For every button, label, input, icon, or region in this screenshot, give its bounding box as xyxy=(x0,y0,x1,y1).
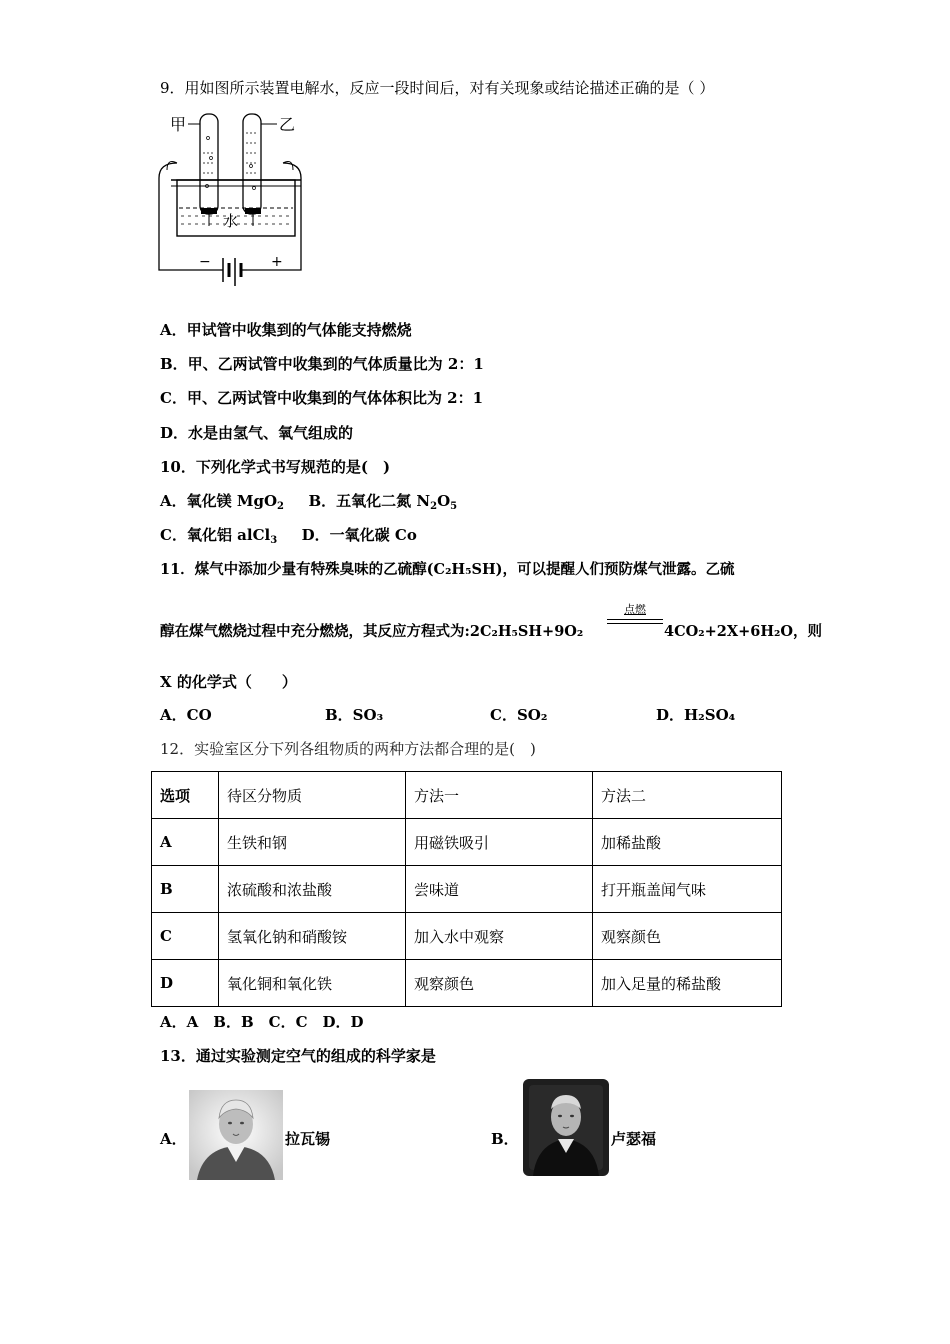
table-row xyxy=(152,960,782,1007)
row-method-1: 尝味道 xyxy=(406,866,593,913)
row-option: C xyxy=(152,913,219,960)
lavoisier-portrait xyxy=(189,1090,283,1180)
q12-stem: 12．实验室区分下列各组物质的两种方法都合理的是( ) xyxy=(160,740,536,758)
header-option: 选项 xyxy=(152,772,219,819)
row-method-2: 加稀盐酸 xyxy=(593,819,782,866)
q13-option-b-name: 卢瑟福 xyxy=(611,1130,657,1148)
q10-option-c: C．氧化铝 alCl$_3$ xyxy=(160,526,278,546)
header-method-2: 方法二 xyxy=(593,772,782,819)
header-substances: 待区分物质 xyxy=(219,772,406,819)
q11-line1: 11．煤气中添加少量有特殊臭味的乙硫醇(C₂H₅SH)，可以提醒人们预防煤气泄露。乙硫 xyxy=(160,561,735,578)
q10-option-d: D．一氧化碳 Co xyxy=(301,526,417,544)
q11-line3: X 的化学式（ ） xyxy=(160,673,297,691)
row-option: A xyxy=(152,819,219,866)
row-method-1: 加入水中观察 xyxy=(406,913,593,960)
row-substances: 生铁和钢 xyxy=(219,819,406,866)
q9-option-b: B．甲、乙两试管中收集到的气体质量比为 2：1 xyxy=(160,355,484,373)
q10-options-ab xyxy=(160,491,457,511)
q10-options-cd xyxy=(160,525,417,545)
test-tube-jia xyxy=(200,114,218,214)
table-row xyxy=(152,913,782,960)
q9-option-a: A．甲试管中收集到的气体能支持燃烧 xyxy=(160,321,412,339)
q9-option-d: D．水是由氢气、氧气组成的 xyxy=(160,424,354,442)
q13-option-a-letter: A． xyxy=(160,1130,187,1148)
q9-stem: 9．用如图所示装置电解水，反应一段时间后，对有关现象或结论描述正确的是（ ） xyxy=(160,79,715,97)
table-row xyxy=(152,819,782,866)
row-method-1: 用磁铁吸引 xyxy=(406,819,593,866)
electrolysis-diagram xyxy=(155,108,305,293)
q11-option-c: C．SO₂ xyxy=(490,706,548,724)
q12-answers: A．A B．B C．C D．D xyxy=(160,1013,364,1031)
label-plus: + xyxy=(271,254,283,270)
row-method-1: 观察颜色 xyxy=(406,960,593,1007)
label-jia: 甲 xyxy=(170,115,187,134)
q10-stem: 10．下列化学式书写规范的是( ) xyxy=(160,458,391,476)
row-substances: 浓硫酸和浓盐酸 xyxy=(219,866,406,913)
row-option: D xyxy=(152,960,219,1007)
q12-table xyxy=(151,771,782,1007)
row-substances: 氢氧化钠和硝酸铵 xyxy=(219,913,406,960)
rutherford-portrait xyxy=(523,1079,609,1176)
q11-option-b: B．SO₃ xyxy=(325,706,384,724)
q13-stem: 13．通过实验测定空气的组成的科学家是 xyxy=(160,1047,436,1065)
q11-option-d: D．H₂SO₄ xyxy=(656,706,736,724)
q11-line2-left: 醇在煤气燃烧过程中充分燃烧，其反应方程式为:2C₂H₅SH+9O₂ xyxy=(160,623,584,640)
q10-option-a: A．氧化镁 MgO$_2$ xyxy=(160,492,284,512)
label-minus: − xyxy=(199,254,211,270)
row-option: B xyxy=(152,866,219,913)
row-substances: 氧化铜和氧化铁 xyxy=(219,960,406,1007)
q13-option-b-letter: B． xyxy=(491,1130,519,1148)
table-row xyxy=(152,866,782,913)
label-yi: 乙 xyxy=(279,115,296,134)
row-method-2: 加入足量的稀盐酸 xyxy=(593,960,782,1007)
q10-option-b: B．五氧化二氮 $N_2O_5$ xyxy=(308,492,458,512)
row-method-2: 打开瓶盖闻气味 xyxy=(593,866,782,913)
header-method-1: 方法一 xyxy=(406,772,593,819)
q13-option-a-name: 拉瓦锡 xyxy=(285,1130,331,1148)
table-header-row xyxy=(152,772,782,819)
q9-option-c: C．甲、乙两试管中收集到的气体体积比为 2：1 xyxy=(160,389,484,407)
test-tube-yi xyxy=(243,114,261,214)
condition-label: 点燃 xyxy=(624,603,646,616)
row-method-2: 观察颜色 xyxy=(593,913,782,960)
reaction-condition xyxy=(607,604,663,628)
q11-option-a: A．CO xyxy=(160,706,212,724)
label-water: 水 xyxy=(223,212,239,230)
q11-line2-right: 4CO₂+2X+6H₂O，则 xyxy=(664,623,823,640)
